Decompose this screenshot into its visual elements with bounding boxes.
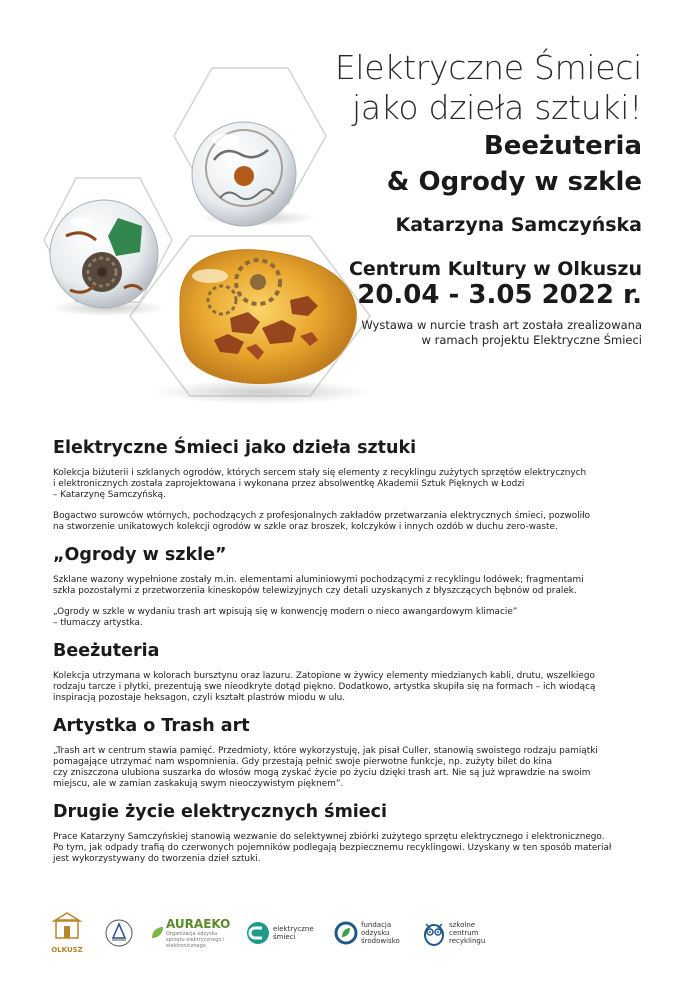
elektryczne-smieci-label: [273, 925, 314, 941]
text-line: Prace Katarzyny Samczyńskiej stanowią wezwanie do selektywnej zbiórki zużytego sprzętu elektrycznego i elektronicznego.: [53, 832, 605, 842]
subtitle-line-1: Beeżuteria: [483, 131, 642, 161]
section-ogrody-w-szkle: [53, 545, 648, 629]
section-heading: Beeżuteria: [53, 641, 160, 661]
text-line: – tłumaczy artystka.: [53, 618, 143, 628]
text-line: – Katarzynę Samczyńską.: [53, 490, 166, 500]
subtitle-line-2: & Ogrody w szkle: [386, 167, 642, 197]
paragraph: [53, 575, 648, 597]
text-line: „Ogrody w szkle w wydaniu trash art wpisują się w konwencję modern o nieco awangardowym klimacie”: [53, 607, 518, 617]
project-note-line: w ramach projektu Elektryczne Śmieci: [421, 333, 642, 347]
text-line: na stworzenie unikatowych kolekcji ogrodów w szkle oraz broszek, kolczyków i innych ozdób w duchu zero-waste.: [53, 522, 558, 532]
text-line: i elektronicznych została zaprojektowana i wykonana przez absolwentkę Akademii Sztuk Pięknych w Łodzi: [53, 479, 525, 489]
hero: [0, 0, 697, 420]
text-line: miejscu, ale w zamian zaskakują swym nieoczywistym pięknem”.: [53, 779, 344, 789]
auraeko-name: AURAEKO: [166, 917, 231, 931]
section-heading: „Ogrody w szkle”: [53, 545, 227, 565]
partner-logos: [50, 908, 650, 958]
text-line: Bogactwo surowców wtórnych, pochodzących z profesjonalnych zakładów przetwarzania elektrycznych śmieci, pozwoliło: [53, 511, 591, 521]
section-heading: Artystka o Trash art: [53, 716, 250, 736]
amber-resin-drop: [180, 250, 356, 384]
paragraph: [53, 671, 648, 704]
text-line: Po tym, jak odpady trafią do czerwonych pojemników podlegają bezpiecznemu recyklingowi. Uzyskany w ten sposób materiał: [53, 843, 612, 853]
venue-name: Centrum Kultury w Olkuszu: [348, 258, 642, 280]
text-line: szkła pozostałymi z przetworzenia kineskopów telewizyjnych czy detali uzyskanych z błyszczących bębnów od pralek.: [53, 586, 577, 596]
section-artystka-o-trash-art: [53, 716, 648, 790]
title-line-2: jako dzieła sztuki!: [351, 88, 642, 127]
logo-text-line: śmieci: [273, 933, 296, 941]
text-line: Szklane wazony wypełnione zostały m.in. elementami aluminiowymi pochodzącymi z recyklingu lodówek; fragmentami: [53, 575, 584, 585]
olkusz-crest-icon: [50, 912, 84, 942]
author-name: Katarzyna Samczyńska: [395, 214, 642, 236]
logo-text-line: recyklingu: [449, 937, 486, 945]
auraeko-subtitle: Organizacja odzysku sprzętu elektrycznego i elektronicznego: [166, 931, 225, 949]
text-line: inspiracją pozostaje heksagon, czyli kształt plastrów miodu w ulu.: [53, 693, 346, 703]
exhibition-dates: 20.04 - 3.05 2022 r.: [357, 280, 642, 310]
logo-szkolne-centrum: [422, 908, 485, 958]
text-line: „Trash art w centrum stawia pamięć. Przedmioty, które wykorzystuję, jak pisał Culler, stanowią swoistego rodzaju pamiątki: [53, 746, 598, 756]
paragraph: [53, 607, 648, 629]
fundacja-icon: [334, 921, 358, 945]
paragraph: [53, 746, 648, 790]
glass-sphere-left: [50, 200, 158, 308]
logo-text-line: odzysku: [361, 929, 390, 937]
project-note: [335, 318, 642, 348]
olkusz-label: OLKUSZ: [51, 946, 83, 954]
title-line-1: Elektryczne Śmieci: [334, 48, 642, 87]
project-note-line: Wystawa w nurcie trash art została zrealizowana: [361, 318, 642, 332]
text-line: Kolekcja biżuterii i szklanych ogrodów, których sercem stały się elementy z recyklingu zużytych sprzętów elektrycznych: [53, 468, 587, 478]
paragraph: [53, 832, 648, 865]
owl-icon: [422, 920, 446, 946]
logo-text-line: elektryczne: [273, 925, 314, 933]
section-beezuteria: [53, 641, 648, 704]
logo-fundacja: [334, 908, 400, 958]
logo-text-line: fundacja: [361, 921, 392, 929]
content: [53, 438, 648, 877]
logo-emblem: [104, 908, 134, 958]
glass-sphere-top: [192, 122, 296, 226]
title-block: [335, 48, 642, 348]
text-line: rodzaju tarcze i płytki, prezentują swe nieodkryte dotąd piękno. Dodatkowo, artystka skupiła się na formach – ich wiodącą: [53, 682, 596, 692]
logo-elektryczne-smieci: [246, 908, 314, 958]
text-line: pomagające utrzymać nam wspomnienia. Gdy przestają pełnić swoje pierwotne funkcje, np. zużyty bilet do kina: [53, 757, 553, 767]
text-line: czy zniszczona ulubiona suszarka do włosów mogą zyskać życie po życiu dzięki trash art. Nie są już wprawdzie na swoim: [53, 768, 591, 778]
text-line: Kolekcja utrzymana w kolorach bursztynu oraz lazuru. Zatopione w żywicy elementy miedzianych kabli, drutu, wszelkiego: [53, 671, 595, 681]
logo-auraeko: [150, 908, 230, 958]
logo-text-line: środowisko: [361, 937, 400, 945]
logo-text-line: szkolne: [449, 921, 476, 929]
szkolne-centrum-label: [449, 921, 485, 945]
emblem-icon: [104, 916, 134, 950]
section-elektryczne-smieci: [53, 438, 648, 533]
logo-text-line: centrum: [449, 929, 479, 937]
section-drugie-zycie: [53, 802, 648, 865]
fundacja-label: [361, 921, 400, 945]
elektryczne-smieci-icon: [246, 921, 270, 945]
logo-olkusz: [50, 908, 84, 958]
leaf-icon: [150, 926, 164, 940]
section-heading: Drugie życie elektrycznych śmieci: [53, 802, 388, 822]
section-heading: Elektryczne Śmieci jako dzieła sztuki: [53, 438, 417, 458]
text-line: jest wykorzystywany do tworzenia dzieł sztuki.: [53, 854, 261, 864]
paragraph: [53, 511, 648, 533]
paragraph: [53, 468, 648, 501]
